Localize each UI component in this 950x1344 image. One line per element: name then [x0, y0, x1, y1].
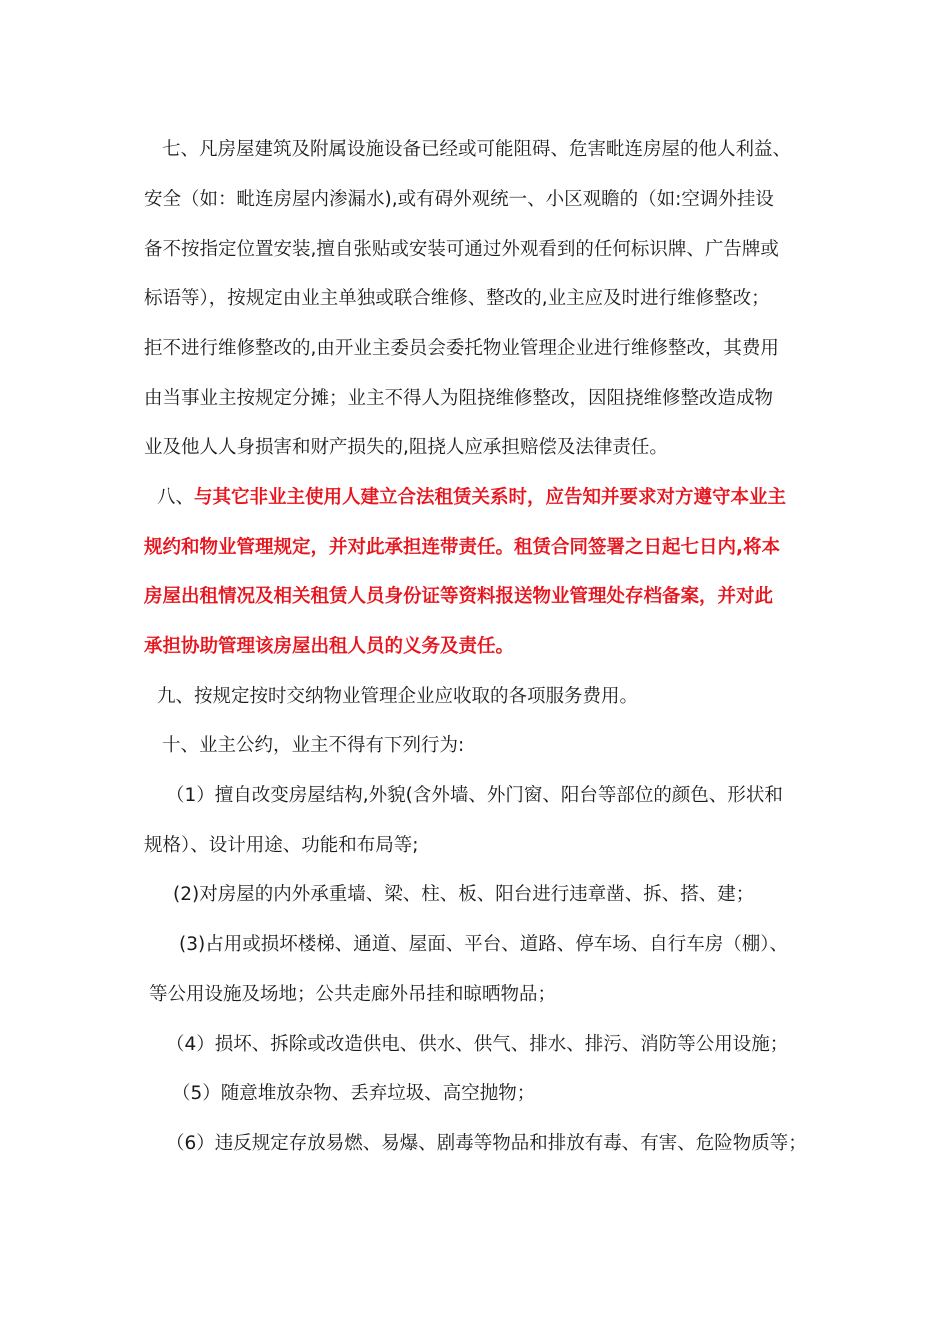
section-7-line-1: 七、凡房屋建筑及附属设施设备已经或可能阻碍、危害毗连房屋的他人利益、 [162, 139, 792, 160]
section-7-line-4: 标语等），按规定由业主单独或联合维修、整改的,业主应及时进行维修整改； [144, 288, 770, 309]
section-10-item-1-line-2: 规格）、设计用途、功能和布局等; [144, 835, 419, 856]
section-9-line-1: 九、按规定按时交纳物业管理企业应收取的各项服务费用。 [157, 686, 639, 707]
section-8-text-1: 与其它非业主使用人建立合法租赁关系时，应告知并要求对方遵守本业主 [194, 487, 787, 508]
section-10-item-5: （5）随意堆放杂物、丢弃垃圾、高空抛物； [172, 1083, 536, 1104]
section-8-prefix: 八、 [157, 487, 195, 508]
section-10-item-3-line-2: 等公用设施及场地；公共走廊外吊挂和晾晒物品； [149, 984, 557, 1005]
section-8-line-3: 房屋出租情况及相关租赁人员身份证等资料报送物业管理处存档备案，并对此 [144, 586, 774, 607]
section-8-line-2: 规约和物业管理规定，并对此承担连带责任。租赁合同签署之日起七日内,将本 [144, 537, 781, 558]
section-7-line-6: 由当事业主按规定分摊；业主不得人为阻挠维修整改，因阻挠维修整改造成物 [144, 388, 774, 409]
section-10-item-1-line-1: （1）擅自改变房屋结构,外貌(含外墙、外门窗、阳台等部位的颜色、形状和 [166, 785, 783, 806]
section-7-line-2: 安全（如：毗连房屋内渗漏水),或有碍外观统一、小区观瞻的（如:空调外挂设 [144, 189, 774, 210]
section-7-line-7: 业及他人人身损害和财产损失的,阻挠人应承担赔偿及法律责任。 [144, 437, 668, 458]
section-10-item-3-line-1: (3)占用或损坏楼梯、通道、屋面、平台、道路、停车场、自行车房（棚）、 [179, 934, 788, 955]
section-8-line-4: 承担协助管理该房屋出租人员的义务及责任。 [144, 636, 515, 657]
section-10-item-6: （6）违反规定存放易燃、易爆、剧毒等物品和排放有毒、有害、危险物质等； [166, 1133, 807, 1154]
section-7-line-5: 拒不进行维修整改的,由开业主委员会委托物业管理企业进行维修整改，其费用 [144, 338, 779, 359]
section-10-heading: 十、业主公约，业主不得有下列行为: [162, 735, 465, 756]
section-8-line-1 [157, 485, 786, 511]
section-10-item-4: （4）损坏、拆除或改造供电、供水、供气、排水、排污、消防等公用设施； [166, 1034, 789, 1055]
section-10-item-2: (2)对房屋的内外承重墙、梁、柱、板、阳台进行违章凿、拆、搭、建； [173, 884, 755, 905]
section-7-line-3: 备不按指定位置安装,擅自张贴或安装可通过外观看到的任何标识牌、广告牌或 [144, 239, 779, 260]
